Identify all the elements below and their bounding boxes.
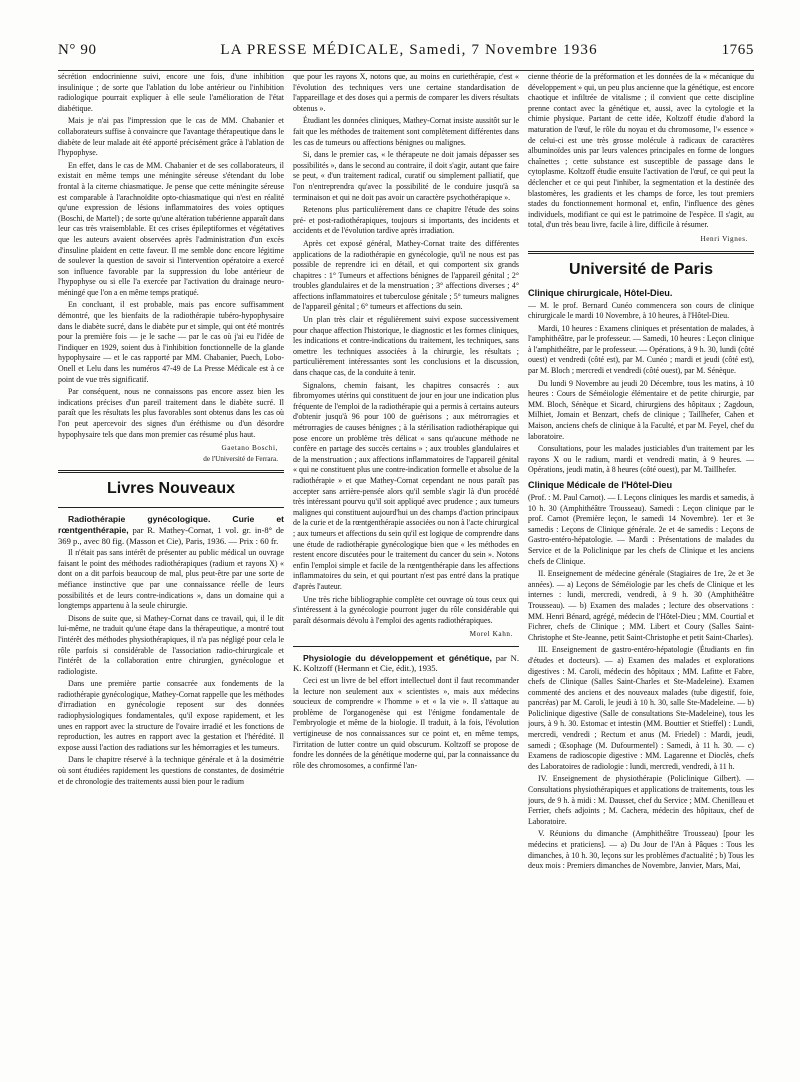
paragraph: Mardi, 10 heures : Examens cliniques et présentation de malades, à l'amphithéâtre, par le professeur. — Samedi, 10 heures : Leçon clinique à l'amphithéâtre, par le professeur. — Opérations, à 9 h. 30, lundi (côté ouest) et vendredi (côté est), par M. Cunéo ; mardi et jeudi (côté est), par M. Bloch ; mercredi et vendredi (côté ouest), par M. Sénèque. <box>528 323 754 376</box>
column-1 <box>58 72 284 1074</box>
paragraph: Après cet exposé général, Mathey-Cornat traite des différentes applications de la radiothérapie en gynécologie, qu'il ne nous est pas possible de reprendre ici en détail, et qui comportent six grands chapitres : 1° Tumeurs et affections bénignes de l'appareil génital ; 2° troubles glandulaires et de la menstruation ; 3° affections diverses ; 4° affections inflammatoires et tuberculose génitale ; 5° tumeurs malignes de l'appareil génital ; 6° tumeurs et affections du sein. <box>293 238 519 312</box>
author-signature: Gaetano Boschi, <box>221 444 278 453</box>
columns <box>58 72 754 1074</box>
paragraph: Si, dans le premier cas, « le thérapeute ne doit jamais dépasser ses possibilités », dans le second au contraire, il doit s'agir, autant que faire se peut, « d'un traitement radical, curatif ou simplement palliatif, que l'on n'entreprendra qu'avec la possibilité de le conduire jusqu'à sa terminaison et qui ne doit pas avoir un caractère psychothérapique ». <box>293 150 519 202</box>
paragraph: V. Réunions du dimanche (Amphithéâtre Trousseau) [pour les médecins et praticiens]. — a) Du Jour de l'An à Pâques : Tous les dimanches, à 10 h. 30, leçons sur les problèmes d'actualité ; b) Tous les deux mois : Premiers dimanches de Novembre, Janvier, Mars, Mai, <box>528 829 754 871</box>
issue-number: N° 90 <box>58 42 97 58</box>
paragraph: Il n'était pas sans intérêt de présenter au public médical un ouvrage faisant le point des méthodes radiothérapiques (radium et rayons X) « dont on a dit parfois beaucoup de mal, plus peut-être par une sorte de méfiance instinctive que par une connaissance réelle de leurs possibilités et de leurs contre-indications », dans un domaine qui a longtemps appartenu à la seule chirurgie. <box>58 548 284 611</box>
paragraph: Disons de suite que, si Mathey-Cornat dans ce travail, qui, il le dit lui-même, ne traduit qu'une étape dans la thérapeutique, a montré tout l'intérêt des méthodes physiothérapiques, il n'a pas négligé pour cela le rôle parfois si considérable de l'association radio-chirurgicale et l'intérêt de la collaboration entre chirurgien, gynécologue et radiologiste. <box>58 613 284 676</box>
paragraph: En effet, dans le cas de MM. Chabanier et de ses collaborateurs, il existait en même temps une méningite séreuse s'étendant du lobe frontal à la citerne chiasmatique. Je pense que cette méningite séreuse est comparable à l'arachnoïdite opto-chiasmatique qui n'est en réalité qu'une expression de lésions inflammatoires des voies optiques (Boschi, de Martel) ; de sorte qu'une altération tubérienne apparaît dans leur cas très vraisemblable. Et ces crises épileptiformes et végétatives que les auteurs avaient observées après l'administration d'un excès d'insuline plaident en cette faveur. Il me semble donc encore légitime de soulever la question de savoir si l'intervention opératoire a exercé son influence favorable par la suppression du lobe antérieur de l'hypophyse ou si elle l'a exercée par l'activation du drainage neuro-méningé que l'on a en même temps pratiqué. <box>58 160 284 297</box>
paragraph: En concluant, il est probable, mais pas encore suffisamment démontré, que les bienfaits de la radiothérapie tubéro-hypophysaire dans le diabète sucré, dans le diabète pur et simple, qui ont été montrés pour la première fois — je le sache — par le cas où j'ai eu l'idée de l'indiquer en 1929, soient dus à l'inhibition fonctionnelle de la glande hypophysaire — et le cas rapporté par MM. Chabanier, Puech, Lobo-Onell et Lelu dans les numéros 47-49 de La Presse Médicale est à ce point de vue très significatif. <box>58 300 284 384</box>
section-title-universite-de-paris: Université de Paris <box>568 260 714 278</box>
section-title-livres-nouveaux: Livres Nouveaux <box>106 480 236 498</box>
book-review-header <box>293 653 519 674</box>
paragraph: Mais je n'ai pas l'impression que le cas de MM. Chabanier et collaborateurs suffise à convaincre que l'avantage thérapeutique dans le diabète de leur malade ait été apporté précisément grâce à l'ablation de l'hypophyse. <box>58 116 284 158</box>
paragraph: Dans le chapitre réservé à la technique générale et à la dosimétrie où sont étudiées rapidement les questions de constantes, de dosimétrie et de chronologie des traitements aussi bien pour le radium <box>58 755 284 786</box>
section-divider <box>528 251 754 254</box>
book-review-header <box>58 514 284 546</box>
clinic-title: Clinique Médicale de l'Hôtel-Dieu <box>528 480 673 490</box>
paragraph: Du lundi 9 Novembre au jeudi 20 Décembre, tous les matins, à 10 heures : Cours de Séméiologie élémentaire et de petite chirurgie, par MM. Bloch, Sénèque et Sicard, chirurgiens des hôpitaux ; Zagdoun, Milhiet, Jomain et Benzart, chefs de clinique ; Taillhefer, Cahen et Maison, anciens chefs de clinique à la Faculté, et par M. Feyel, chef du laboratoire. <box>528 378 754 441</box>
paragraph: Ceci est un livre de bel effort intellectuel dont il faut recommander la lecture non seulement aux « scientistes », mais aux médecins soucieux de comprendre « l'homme » et « la vie ». Il s'attaque au problème de l'organogenèse qui est l'énigme fondamentale de l'embryologie et même de la biologie. Il traduit, à la fois, l'évolution vertigineuse de nos connaissances sur ce point et, en même temps, l'irritation de lutter contre un quid obscurum. Koltzoff se propose de fondre les données de la génétique moderne qui, par la connaissance du rôle des chromosomes, a confirmé l'an- <box>293 676 519 770</box>
column-3 <box>528 72 754 1074</box>
paragraph: que pour les rayons X, notons que, au moins en curiethérapie, c'est « l'évolution des techniques vers une certaine standardisation de l'appareillage et des doses qui a permis de comparer les divers résultats obtenus ». <box>293 72 519 113</box>
paragraph: (Prof. : M. Paul Carnot). — I. Leçons cliniques les mardis et samedis, à 10 h. 30 (Amphithéâtre Trousseau). Samedi : Leçon clinique par le prof. Carnot (Première leçon, le samedi 14 Novembre). 1er et 3e samedis : Leçons de Clinique générale. 2e et 4e samedis : Leçons de Gastro-entéro-hépatologie. — Mardi : Présentations de malades du Service et de la Policlinique par les chefs de Clinique et les anciens chefs de Clinique. <box>528 493 754 566</box>
book-title: Radiothérapie gynécologique. Curie et rœntgenthérapie, <box>58 514 284 535</box>
book-meta: par N. K. Koltzoff (Hermann et Cie, édit.), 1935. <box>293 652 519 674</box>
paragraph: Étudiant les données cliniques, Mathey-Cornat insiste aussitôt sur le fait que les méthodes de traitement sont complètement différentes dans les cas de tumeurs ou affections bénignes ou malignes. <box>293 116 519 147</box>
author-signature: Morel Kahn. <box>469 630 513 639</box>
clinic-title: Clinique chirurgicale, Hôtel-Dieu. <box>528 287 673 298</box>
paragraph: Une très riche bibliographie complète cet ouvrage où tous ceux qui s'intéressent à la gynécologie pourront juger du rôle considérable qui paraît désormais dévolu à l'emploi des agents radiothérapiques. <box>293 594 519 625</box>
paragraph: — M. le prof. Bernard Cunéo commencera son cours de clinique chirurgicale le mardi 10 Novembre, à 10 heures, à l'Hôtel-Dieu. <box>528 300 754 321</box>
section-divider <box>293 646 519 647</box>
paragraph: Consultations, pour les malades justiciables d'un traitement par les rayons X ou le radium, mardi et vendredi matin, à 9 heures. — Opérations, jeudi matin, à 8 heures (côté ouest), par M. Taillhefer. <box>528 444 754 475</box>
paragraph: Retenons plus particulièrement dans ce chapitre l'étude des soins pré- et post-radiothérapiques, toujours si importants, des incidents et accidents et de l'évolution tardive après irradiation. <box>293 205 519 236</box>
section-divider <box>58 470 284 473</box>
paragraph: II. Enseignement de médecine générale (Stagiaires de 1re, 2e et 3e années). — a) Leçons de Séméiologie par les chefs de Clinique et les internes : lundi, mercredi, vendredi, à 9 h. 30 (Amphithéâtre Trousseau). — b) Examen des malades ; lecture des observations : MM. Henri Bénard, agrégé, médecin de l'Hôtel-Dieu ; MM. Courtial et Fichrer, chefs de Clinique ; MM. Libert et Coury (Salles Saint-Christophe et Ste-Jeanne, petit Saint-Christophe et petit Saint-Charles). <box>528 569 754 642</box>
paragraph: IV. Enseignement de physiothérapie (Policlinique Gilbert). — Consultations physiothérapiques et applications de traitements, tous les jours, de 9 h. à midi : M. Dausset, chef du Service ; MM. Chenilleau et Ferrier, chefs adjoints ; M. Cachera, médecin des hôpitaux, chef de Laboratoire. <box>528 774 754 826</box>
paragraph: Un plan très clair et régulièrement suivi expose successivement pour chaque affection l'historique, le diagnostic et les formes cliniques, les indications et contre-indications du traitement, les techniques, sans omettre les techniques associées à la chirurgie, les résultats ; particulièrement intéressantes sont les conclusions et la discussion, dans chaque cas, de la conduite à tenir. <box>293 315 519 378</box>
author-affiliation: de l'Université de Ferrara. <box>203 454 278 463</box>
paragraph: Signalons, chemin faisant, les chapitres consacrés : aux fibromyomes utérins qui constituent de jour en jour une indication plus fréquente de l'emploi de la radiothérapie qui a permis à certains auteurs d'obtenir jusqu'à 96 pour 100 de guérisons ; aux métrorragies et métrorragies de causes bénignes ; à la stérilisation radiothérapique qui pose encore un problème très délicat « sans qu'aucune méthode ne confère en partage des succès certains » ; aux troubles glandulaires et de la menstruation ; aux affections inflammatoires de l'appareil génital « qui ne constituent plus une contre-indication formelle et absolue de la radiothérapie » et que Mathey-Cornat cependant ne nous paraît pas accepter sans arrière-pensée alors qu'il semble s'agir là d'un procédé très intéressant pourvu qu'il soit appliqué avec prudence ; aux tumeurs malignes qui constituent aujourd'hui un des champs d'action principaux de la curie et de la rœntgenthérapie associées ou non à l'acte chirurgical ; aux tumeurs et affections du sein qu'il est logique de comprendre dans une étude de radiothérapie gynécologique bien que « les méthodes en restent encore discutées pour le traitement du cancer du sein ». Notons enfin l'emploi simple et facile de la rœntgenthérapie dans les affections inflammatoires du sein, et qui pourtant n'est pas entré dans la pratique d'après l'auteur. <box>293 380 519 591</box>
page-number: 1765 <box>721 42 754 58</box>
paragraph: Par conséquent, nous ne connaissons pas encore assez bien les indications précises d'un pareil traitement dans le diabète sucré. Il paraît que les résultats les plus favorables sont obtenus dans les cas où l'on peut apercevoir des signes d'un éréthisme ou d'un désordre hypophysaire tels que dans mon premier cas résumé plus haut. <box>58 387 284 439</box>
author-signature: Henri Vignes. <box>700 234 748 243</box>
section-divider <box>58 507 284 508</box>
paragraph: cienne théorie de la préformation et les données de la « mécanique du développement » qui, un peu plus ancienne que la génétique, est encore chaotique et infiltrée de vitalisme ; il convient que cette discipline prenne contact avec la génétique et, aussi, avec la cytologie et la chimie physique. Partant de cette idée, Koltzoff étudie d'abord la maturation de l'œuf, le rôle du noyau et du chromosome, l'« essence » de celui-ci est une très grosse molécule à radicaux de caractères albuminoïdes unis par leurs valences principales en forme de longues chaînettes ; cette substance est susceptible de passage dans le cytoplasme. Koltzoff étudie ensuite l'activation de l'œuf, ce qui peut la déclencher et ce qui peut l'inhiber, la segmentation et la destinée des blastomères, les gradients et les champs de force, les tout premiers stades du fonctionnement hormonal et, enfin, l'influence des gènes individuels, modifiant ce qui est le patrimoine de l'espèce. Il s'agit, au total, d'un très beau livre, facile à lire, difficile à résumer. <box>528 72 754 230</box>
book-title: Physiologie du développement et génétique, <box>303 652 492 663</box>
masthead <box>58 42 754 71</box>
journal-title: LA PRESSE MÉDICALE, Samedi, 7 Novembre 1936 <box>220 42 598 58</box>
book-meta: par R. Mathey-Cornat, 1 vol. gr. in-8° de 369 p., avec 80 fig. (Masson et Cie), Paris, 1936. — Prix : 60 fr. <box>58 524 284 546</box>
column-2 <box>293 72 519 1074</box>
paragraph: sécrétion endocrinienne suivi, encore une fois, d'une inhibition insulinique ; de sorte que l'ablation du lobe antérieur ou l'inhibition radiologique pourrait expliquer à elle seule l'amélioration de l'état diabétique. <box>58 72 284 113</box>
paragraph: Dans une première partie consacrée aux fondements de la radiothérapie gynécologique, Mathey-Cornat rappelle que les méthodes d'irradiation en gynécologie reposent sur des données radiophysiologiques fondamentales, qu'il expose rapidement, et les unes en rapport avec la structure de l'ovaire irradié et les fonctions de reproduction, les autres en rapport avec la gestation et l'hérédité. Il expose aussi l'action des radiations sur les hémorragies et les tumeurs. <box>58 679 284 752</box>
paragraph: III. Enseignement de gastro-entéro-hépatologie (Étudiants en fin d'études et docteurs). — a) Examen des malades et explorations digestives : M. Caroli, médecin des hôpitaux ; MM. Lafitte et Fabre, chefs de Clinique (Salles Saint-Charles et Ste-Madeleine). Examen commenté des anciens et des nouveaux malades (tube digestif, foie, pancréas) par M. Caroli, le jeudi à 10 h. 30, salle Ste-Madeleine. — b) Policlinique digestive (Salle de consultations Ste-Madeleine), tous les jours, à 9 h. 30. Estomac et intestin (MM. Bouttier et Stieffel) : Lundi, mercredi, vendredi ; Rectum et anus (M. Friedel) : Mardi, jeudi, samedi ; Œsophage (M. Dufourmentel) : Samedi, à 11 h. 30. — c) Examens de radioscopie digestive : MM. Lagarenne et Dioclès, chefs des Laboratoires de radiologie : lundi, mercredi, vendredi, à 11 h. <box>528 645 754 771</box>
